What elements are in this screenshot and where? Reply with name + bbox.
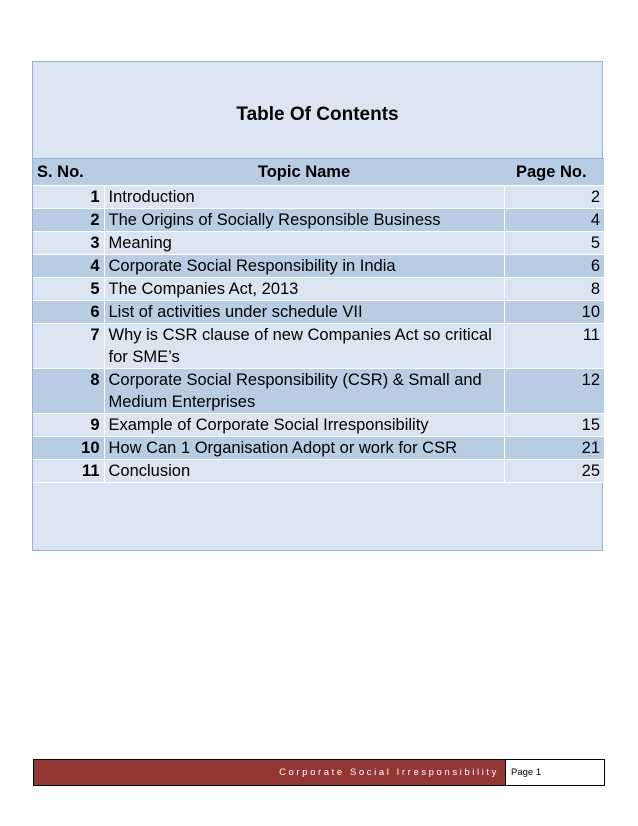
row-page: 15 [504,414,604,437]
table-of-contents [32,61,603,551]
row-number: 7 [33,324,104,369]
toc-row [33,414,604,437]
row-number: 9 [33,414,104,437]
row-page: 25 [504,460,604,483]
row-topic: Corporate Social Responsibility in India [104,255,504,278]
toc-header-row [33,159,604,186]
footer-page-number: Page 1 [511,767,542,778]
row-page: 12 [504,369,604,414]
row-page: 11 [504,324,604,369]
toc-row [33,186,604,209]
header-topic-name: Topic Name [104,159,504,186]
toc-title: Table Of Contents [236,104,399,125]
toc-row [33,278,604,301]
row-number: 6 [33,301,104,324]
row-number: 1 [33,186,104,209]
toc-row [33,369,604,414]
row-number: 2 [33,209,104,232]
footer-document-title: Corporate Social Irresponsibility [34,760,506,785]
row-topic: Introduction [104,186,504,209]
row-topic: Conclusion [104,460,504,483]
row-page: 6 [504,255,604,278]
toc-row [33,301,604,324]
row-page: 8 [504,278,604,301]
row-topic: Meaning [104,232,504,255]
row-topic: The Origins of Socially Responsible Business [104,209,504,232]
toc-row [33,437,604,460]
toc-row [33,232,604,255]
row-page: 4 [504,209,604,232]
row-number: 3 [33,232,104,255]
row-topic: Example of Corporate Social Irresponsibility [104,414,504,437]
toc-row [33,255,604,278]
row-topic: Corporate Social Responsibility (CSR) & Small and Medium Enterprises [104,369,504,414]
row-number: 5 [33,278,104,301]
page-footer [33,759,605,786]
row-number: 4 [33,255,104,278]
row-topic: How Can 1 Organisation Adopt or work for CSR [104,437,504,460]
row-topic: Why is CSR clause of new Companies Act so critical for SME’s [104,324,504,369]
toc-row [33,460,604,483]
row-page: 21 [504,437,604,460]
row-number: 11 [33,460,104,483]
header-page-number: Page No. [504,159,604,186]
row-page: 2 [504,186,604,209]
row-number: 8 [33,369,104,414]
row-topic: List of activities under schedule VII [104,301,504,324]
toc-row [33,209,604,232]
row-page: 5 [504,232,604,255]
toc-row [33,324,604,369]
row-topic: The Companies Act, 2013 [104,278,504,301]
toc-table [33,158,604,483]
header-serial-number: S. No. [33,159,104,186]
row-number: 10 [33,437,104,460]
row-page: 10 [504,301,604,324]
